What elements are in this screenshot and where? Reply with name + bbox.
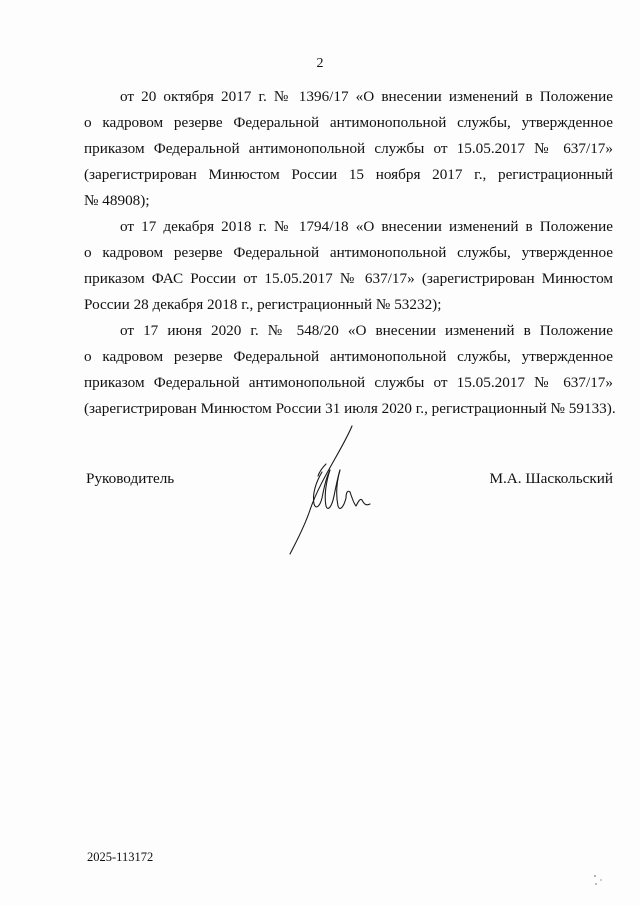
text-line: приказом Федеральной антимонопольной службы от 15.05.2017 № 637/17»	[84, 374, 613, 391]
scan-artifact	[592, 872, 604, 888]
text-line: о кадровом резерве Федеральной антимонопольной службы, утвержденное	[84, 244, 613, 261]
text-line: от 17 июня 2020 г. № 548/20 «О внесении изменений в Положение	[120, 322, 613, 339]
text-line: от 17 декабря 2018 г. № 1794/18 «О внесении изменений в Положение	[120, 218, 613, 235]
handwritten-signature	[280, 420, 390, 560]
paragraph-order-548	[84, 318, 616, 422]
text-line: о кадровом резерве Федеральной антимонопольной службы, утвержденное	[84, 348, 613, 365]
text-line: приказом Федеральной антимонопольной службы от 15.05.2017 № 637/17»	[84, 140, 613, 157]
text-line: № 48908);	[84, 192, 150, 209]
paragraph-order-1794	[84, 214, 613, 318]
text-line: России 28 декабря 2018 г., регистрационный № 53232);	[84, 296, 442, 313]
text-line: приказом ФАС России от 15.05.2017 № 637/17» (зарегистрирован Минюстом	[84, 270, 613, 287]
paragraph-order-1396	[84, 84, 613, 214]
text-line: от 20 октября 2017 г. № 1396/17 «О внесении изменений в Положение	[120, 88, 613, 105]
page-number: 2	[316, 56, 324, 71]
signer-position: Руководитель	[86, 470, 175, 487]
text-line: (зарегистрирован Минюстом России 15 ноября 2017 г., регистрационный	[84, 166, 613, 183]
document-body	[84, 84, 616, 422]
signer-name: М.А. Шаскольский	[489, 470, 613, 487]
document-code: 2025-113172	[87, 850, 154, 864]
text-line: (зарегистрирован Минюстом России 31 июля 2020 г., регистрационный № 59133).	[84, 400, 616, 417]
text-line: о кадровом резерве Федеральной антимонопольной службы, утвержденное	[84, 114, 613, 131]
